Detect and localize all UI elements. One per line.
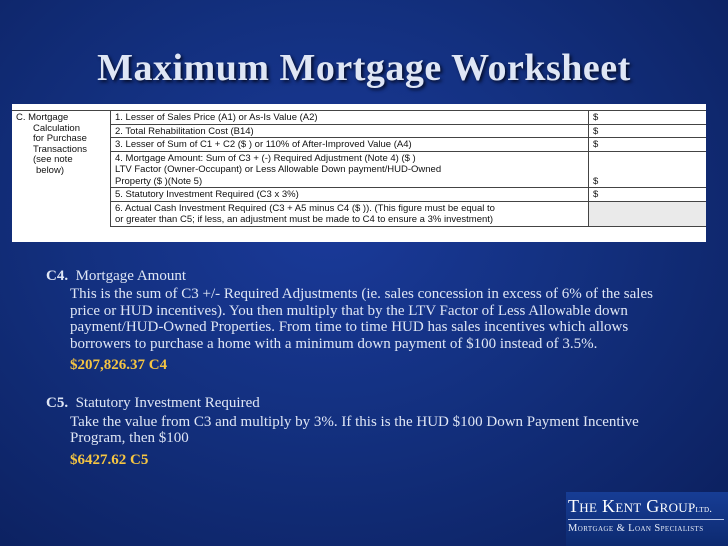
logo-tagline: Mortgage & Loan Specialists [568,523,704,534]
worksheet-row-line: 6. Actual Cash Investment Required (C3 + A5 minus C4 ($ )). (This figure must be equal to [115,202,495,214]
worksheet-row-amount: $ [593,175,599,187]
section-label-line: Transactions [33,143,88,155]
worksheet-row-line: 4. Mortgage Amount: Sum of C3 + (-) Required Adjustment (Note 4) ($ ) [115,152,416,164]
logo-divider [568,519,724,520]
worksheet-row-label [111,202,589,226]
worksheet-row-label [111,138,589,151]
section-c4 [46,268,686,373]
worksheet-top-rule [12,104,706,111]
worksheet-table [110,111,706,227]
worksheet-row [111,152,706,189]
section-code: C4. [46,268,69,284]
section-description: This is the sum of C3 +/- Required Adjustments (ie. sales concession in excess of 6% of the sales price or HUD incentives). You then multiply that by the LTV Factor of Less Allowable down payment/HUD-Owned Properties. From time to time HUD has sales incentives which allows borrowers to purchase a home with a minimum down payment of $100 instead of 3.5%. [70,286,653,352]
logo-name [568,496,712,517]
worksheet-row-amount: $ [593,112,599,123]
logo-name-text: The Kent Group [568,496,696,516]
section-heading [46,268,686,284]
worksheet-row [111,188,706,202]
worksheet-row-amount-cell [588,152,706,188]
worksheet-excerpt [12,104,706,242]
section-label-line: (see note [33,154,73,166]
worksheet-row-label [111,125,589,138]
worksheet-row-label [111,152,589,188]
worksheet-row-line: 1. Lesser of Sales Price (A1) or As-Is Value (A2) [115,112,318,123]
section-c5 [46,395,686,468]
worksheet-row-amount: $ [593,125,599,137]
worksheet-row [111,138,706,152]
worksheet-row-amount-cell [588,202,706,226]
section-label-line: C. Mortgage [16,112,69,123]
section-name: Statutory Investment Required [75,395,260,412]
section-label-line: below) [36,164,64,176]
section-heading [46,395,686,411]
worksheet-row [111,111,706,125]
section-label-line: for Purchase [33,133,87,145]
worksheet-row [111,202,706,227]
worksheet-row-line: or greater than C5; if less, an adjustment must be made to C4 to ensure a 3% investment) [115,214,494,225]
section-code: C5. [46,395,69,412]
section-description: Take the value from C3 and multiply by 3%. If this is the HUD $100 Down Payment Incentive Program, then $100 [70,413,639,447]
logo-suffix: ltd. [695,504,713,515]
worksheet-row-line: 2. Total Rehabilitation Cost (B14) [115,125,254,137]
worksheet-row-line: 3. Lesser of Sum of C1 + C2 ($ ) or 110% of After-Improved Value (A4) [115,139,412,150]
section-name: Mortgage Amount [75,268,186,284]
worksheet-row-amount-cell [588,111,706,124]
worksheet-row-amount-cell [588,188,706,201]
worksheet-row-label [111,111,589,124]
section-label-line: Calculation [33,122,80,134]
slide-title: Maximum Mortgage Worksheet [97,47,631,89]
worksheet-row-line: LTV Factor (Owner-Occupant) or Less Allowable Down payment/HUD-Owned [115,164,442,175]
section-amount: $6427.62 C5 [70,451,149,468]
worksheet-section-label [16,113,102,177]
company-logo [566,492,728,546]
section-amount: $207,826.37 C4 [70,357,168,374]
worksheet-row-line: 5. Statutory Investment Required (C3 x 3%) [115,189,299,200]
worksheet-row-amount-cell [588,125,706,138]
worksheet-row-label [111,188,589,201]
slide-body [46,268,686,468]
worksheet-row-amount: $ [593,189,599,200]
worksheet-row [111,125,706,139]
worksheet-row-line: Property ($ )(Note 5) [115,175,203,187]
worksheet-row-amount: $ [593,139,599,150]
worksheet-row-amount-cell [588,138,706,151]
